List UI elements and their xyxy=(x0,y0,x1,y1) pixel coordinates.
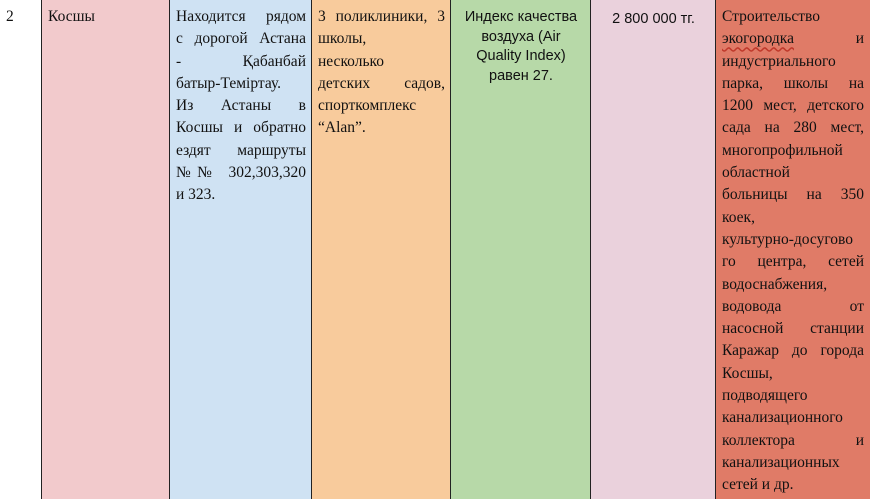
projects-line: 1200 мест, детского xyxy=(722,97,864,115)
column-divider xyxy=(715,0,716,499)
infrastructure-line: школы, xyxy=(318,30,367,48)
infrastructure-line: детских садов, xyxy=(318,74,445,92)
projects-line: больницы на 350 xyxy=(722,186,864,204)
city-cell xyxy=(42,0,170,499)
location-cell xyxy=(170,0,312,499)
row-number: 2 xyxy=(6,8,14,25)
projects-line: го центра, сетей xyxy=(722,253,864,271)
projects-line: насосной станции xyxy=(722,320,864,338)
location-line: №№ 302,303,320 xyxy=(176,164,306,182)
infrastructure-line: 3 поликлиники, 3 xyxy=(318,8,445,25)
air-quality-cell xyxy=(451,0,591,499)
location-line: Косшы и обратно xyxy=(176,119,306,137)
projects-line: сетей и др. xyxy=(722,476,794,494)
price-value: 2 800 000 тг. xyxy=(612,11,695,27)
projects-line: подводящего xyxy=(722,387,808,405)
location-line: Из Астаны в xyxy=(176,97,306,115)
air-quality-line: воздуха (Air xyxy=(481,28,561,45)
projects-line: Косшы, xyxy=(722,364,773,382)
projects-line: парка, школы на xyxy=(722,74,864,92)
projects-line: культурно-досугово xyxy=(722,230,854,248)
column-divider xyxy=(169,0,170,499)
projects-line: индустриального xyxy=(722,52,836,70)
projects-line: многопрофильной xyxy=(722,141,843,159)
column-divider xyxy=(450,0,451,499)
projects-line: канализационного xyxy=(722,409,843,427)
projects-line: сада на 280 мест, xyxy=(722,119,864,137)
projects-line: водоснабжения, xyxy=(722,275,828,293)
location-line: с дорогой Астана xyxy=(176,30,306,48)
location-line: батыр-Теміртау. xyxy=(176,74,282,92)
location-line: Находится рядом xyxy=(176,8,306,25)
infrastructure-cell xyxy=(312,0,451,499)
air-quality-line: равен 27. xyxy=(489,67,553,84)
projects-line: коек, xyxy=(722,208,755,226)
price-cell xyxy=(591,0,716,499)
location-line: ездят маршруты xyxy=(176,141,306,159)
projects-line: водовода от xyxy=(722,297,864,315)
row-number-cell xyxy=(0,0,42,499)
projects-line: коллектора и xyxy=(722,431,864,449)
city-name: Косшы xyxy=(48,8,95,25)
spellcheck-word: экогородка xyxy=(722,30,794,48)
infrastructure-line: несколько xyxy=(318,52,385,70)
projects-line: Строительство xyxy=(722,8,820,25)
projects-line: областной xyxy=(722,164,790,182)
column-divider xyxy=(311,0,312,499)
projects-line: экогородка и xyxy=(722,30,864,48)
air-quality-line: Quality Index) xyxy=(476,48,566,64)
projects-cell xyxy=(716,0,870,499)
infrastructure-line: спорткомплекс xyxy=(318,97,417,115)
column-divider xyxy=(41,0,42,499)
projects-line: канализационных xyxy=(722,453,840,471)
projects-line: Каражар до города xyxy=(722,342,864,360)
location-line: и 323. xyxy=(176,186,216,204)
location-line: - Қабанбай xyxy=(176,52,306,70)
column-divider xyxy=(590,0,591,499)
infrastructure-line: “Alan”. xyxy=(318,119,366,137)
air-quality-line: Индекс качества xyxy=(464,9,578,25)
